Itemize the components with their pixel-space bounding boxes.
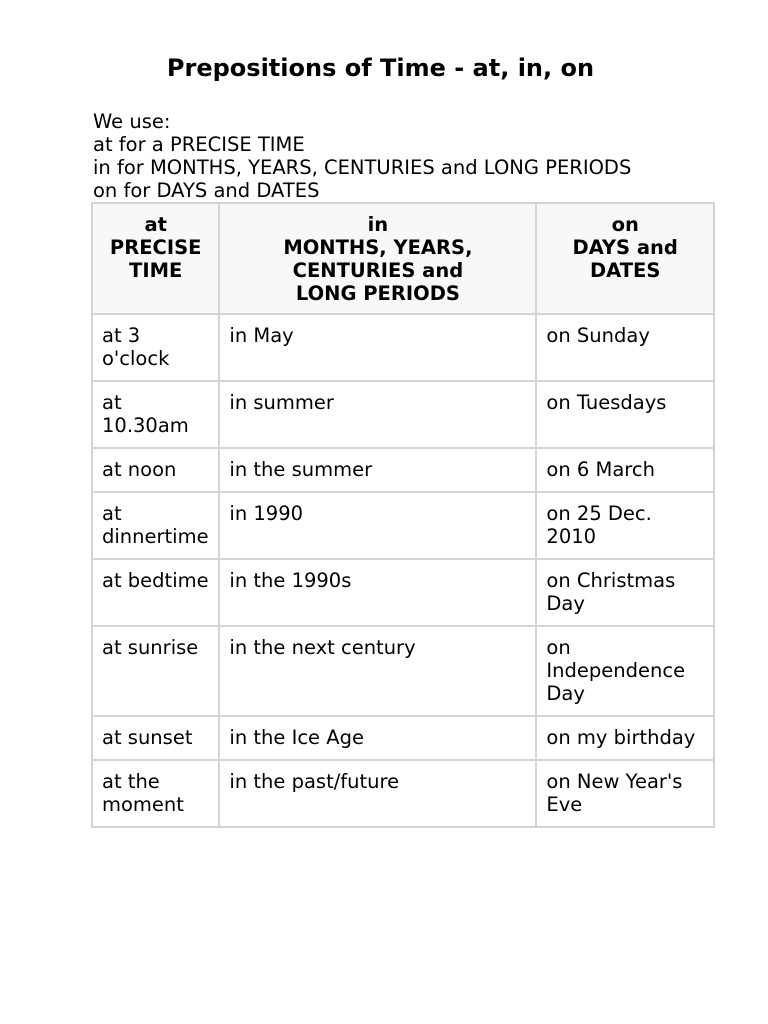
cell-in: in the Ice Age — [219, 716, 536, 760]
page-title: Prepositions of Time - at, in, on — [166, 54, 595, 82]
table-row — [92, 559, 714, 626]
cell-on: on 25 Dec. 2010 — [536, 492, 714, 559]
cell-on: on 6 March — [536, 448, 714, 492]
cell-on: on Independence Day — [536, 626, 714, 716]
cell-at: at noon — [92, 448, 219, 492]
header-line: at — [144, 213, 167, 236]
header-line: DATES — [589, 259, 661, 282]
cell-in: in 1990 — [219, 492, 536, 559]
cell-at: at sunrise — [92, 626, 219, 716]
header-line: on — [611, 213, 639, 236]
cell-on: on my birthday — [536, 716, 714, 760]
header-at — [92, 203, 219, 314]
header-line: in — [367, 213, 389, 236]
cell-at: at 3 o'clock — [92, 314, 219, 381]
table-row — [92, 626, 714, 716]
cell-in: in the summer — [219, 448, 536, 492]
cell-in: in the past/future — [219, 760, 536, 827]
intro-line-in: in for MONTHS, YEARS, CENTURIES and LONG PERIODS — [93, 156, 632, 179]
cell-on: on Christmas Day — [536, 559, 714, 626]
cell-at: at sunset — [92, 716, 219, 760]
intro-line-at: at for a PRECISE TIME — [93, 133, 305, 156]
table-row — [92, 760, 714, 827]
header-line: LONG PERIODS — [295, 282, 460, 305]
table-row — [92, 381, 714, 448]
header-line: DAYS and — [572, 236, 678, 259]
intro-paragraph — [93, 110, 733, 202]
table-row — [92, 448, 714, 492]
table-header-row — [92, 203, 714, 314]
intro-line-on: on for DAYS and DATES — [93, 179, 320, 202]
header-line: MONTHS, YEARS, — [283, 236, 473, 259]
cell-at: at 10.30am — [92, 381, 219, 448]
header-in — [219, 203, 536, 314]
table-row — [92, 492, 714, 559]
cell-on: on New Year's Eve — [536, 760, 714, 827]
cell-on: on Tuesdays — [536, 381, 714, 448]
cell-in: in May — [219, 314, 536, 381]
header-on — [536, 203, 714, 314]
cell-at: at dinnertime — [92, 492, 219, 559]
header-line: CENTURIES and — [292, 259, 464, 282]
table-row — [92, 716, 714, 760]
cell-in: in the next century — [219, 626, 536, 716]
header-line: TIME — [129, 259, 183, 282]
cell-at: at bedtime — [92, 559, 219, 626]
intro-lead: We use: — [93, 110, 171, 133]
cell-in: in the 1990s — [219, 559, 536, 626]
cell-at: at the moment — [92, 760, 219, 827]
header-line: PRECISE — [109, 236, 202, 259]
cell-on: on Sunday — [536, 314, 714, 381]
cell-in: in summer — [219, 381, 536, 448]
prepositions-table — [91, 202, 715, 828]
table-row — [92, 314, 714, 381]
